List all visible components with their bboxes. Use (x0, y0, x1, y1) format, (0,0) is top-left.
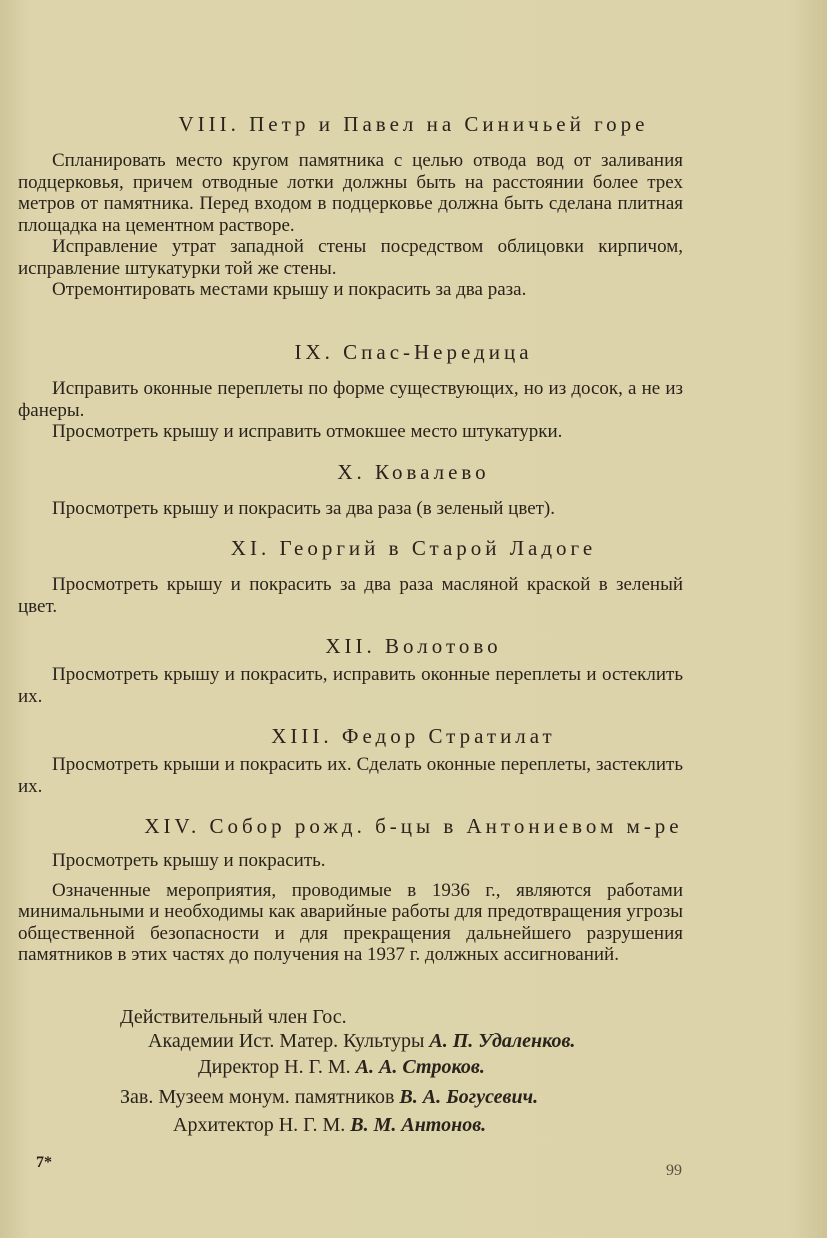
paragraph: Просмотреть крышу и покрасить за два раза (в зеленый цвет). (52, 498, 556, 519)
section-heading-ix: IX. Спас-Нередица (294, 340, 533, 364)
paragraph: Просмотреть крышу и покрасить, исправить оконные переплеты и остеклить их. (18, 664, 683, 707)
signatory-title: Зав. Музеем монум. памятников (120, 1086, 395, 1108)
signatory-name: А. П. Удаленков. (429, 1030, 576, 1052)
signature-line-5 (173, 1114, 486, 1137)
section-viii-body (18, 150, 683, 301)
section-heading-xiv: XIV. Собор рожд. б-цы в Антониевом м-ре (144, 814, 683, 838)
section-heading-xii: XII. Волотово (325, 634, 502, 658)
paragraph: Исправить оконные переплеты по форме существующих, но из досок, а не из фанеры. (18, 378, 683, 421)
paragraph: Просмотреть крышу и исправить отмокшее место штукатурки. (52, 421, 563, 442)
section-xiii-body (18, 754, 683, 797)
signatory-title: Архитектор Н. Г. М. (173, 1114, 346, 1136)
paragraph: Означенные мероприятия, проводимые в 1936 г., являются работами минимальными и необходимы как аварийные работы для предотвращения угрозы общественной безопасности и для прекращения дальнейшего разрушения памятников в этих частях до получения на 1937 г. должных ассигнований. (18, 879, 683, 965)
signature-line-1: Действительный член Гос. (120, 1006, 347, 1028)
signature-line-4 (120, 1086, 538, 1109)
signature-mark: 7* (36, 1154, 52, 1171)
signatory-name: А. А. Строков. (355, 1056, 485, 1078)
section-heading-xiii: XIII. Федор Стратилат (271, 724, 556, 748)
section-ix-body (18, 378, 683, 443)
section-xii-body (18, 664, 683, 707)
section-x-body (18, 498, 683, 520)
signatory-title: Академии Ист. Матер. Культуры (148, 1030, 425, 1052)
signatory-name: В. А. Богусевич. (399, 1086, 539, 1108)
paragraph: Исправление утрат западной стены посредством облицовки кирпичом, исправление штукатурки той же стены. (18, 236, 683, 279)
signature-line-3 (198, 1056, 485, 1079)
section-heading-x: X. Ковалево (337, 460, 490, 484)
section-heading-xi: XI. Георгий в Старой Ладоге (230, 536, 597, 560)
section-xi-body (18, 574, 683, 617)
paragraph: Просмотреть крыши и покрасить их. Сделать оконные переплеты, застеклить их. (18, 754, 683, 797)
page-number: 99 (666, 1162, 682, 1179)
signatory-name: В. М. Антонов. (350, 1114, 487, 1136)
section-xiv-body (18, 850, 683, 966)
signature-line-2 (148, 1030, 575, 1053)
section-heading-viii: VIII. Петр и Павел на Синичьей горе (178, 112, 649, 136)
paragraph: Отремонтировать местами крышу и покрасить за два раза. (52, 279, 527, 300)
paragraph: Просмотреть крышу и покрасить. (52, 850, 326, 871)
paragraph: Спланировать место кругом памятника с целью отвода вод от заливания подцерковья, причем отводные лотки должны быть на расстоянии более трех метров от памятника. Перед входом в подцерковье должна быть сделана плитная площадка на цементном растворе. (18, 150, 683, 236)
signatory-title: Директор Н. Г. М. (198, 1056, 351, 1078)
paragraph: Просмотреть крышу и покрасить за два раза масляной краской в зеленый цвет. (18, 574, 683, 617)
